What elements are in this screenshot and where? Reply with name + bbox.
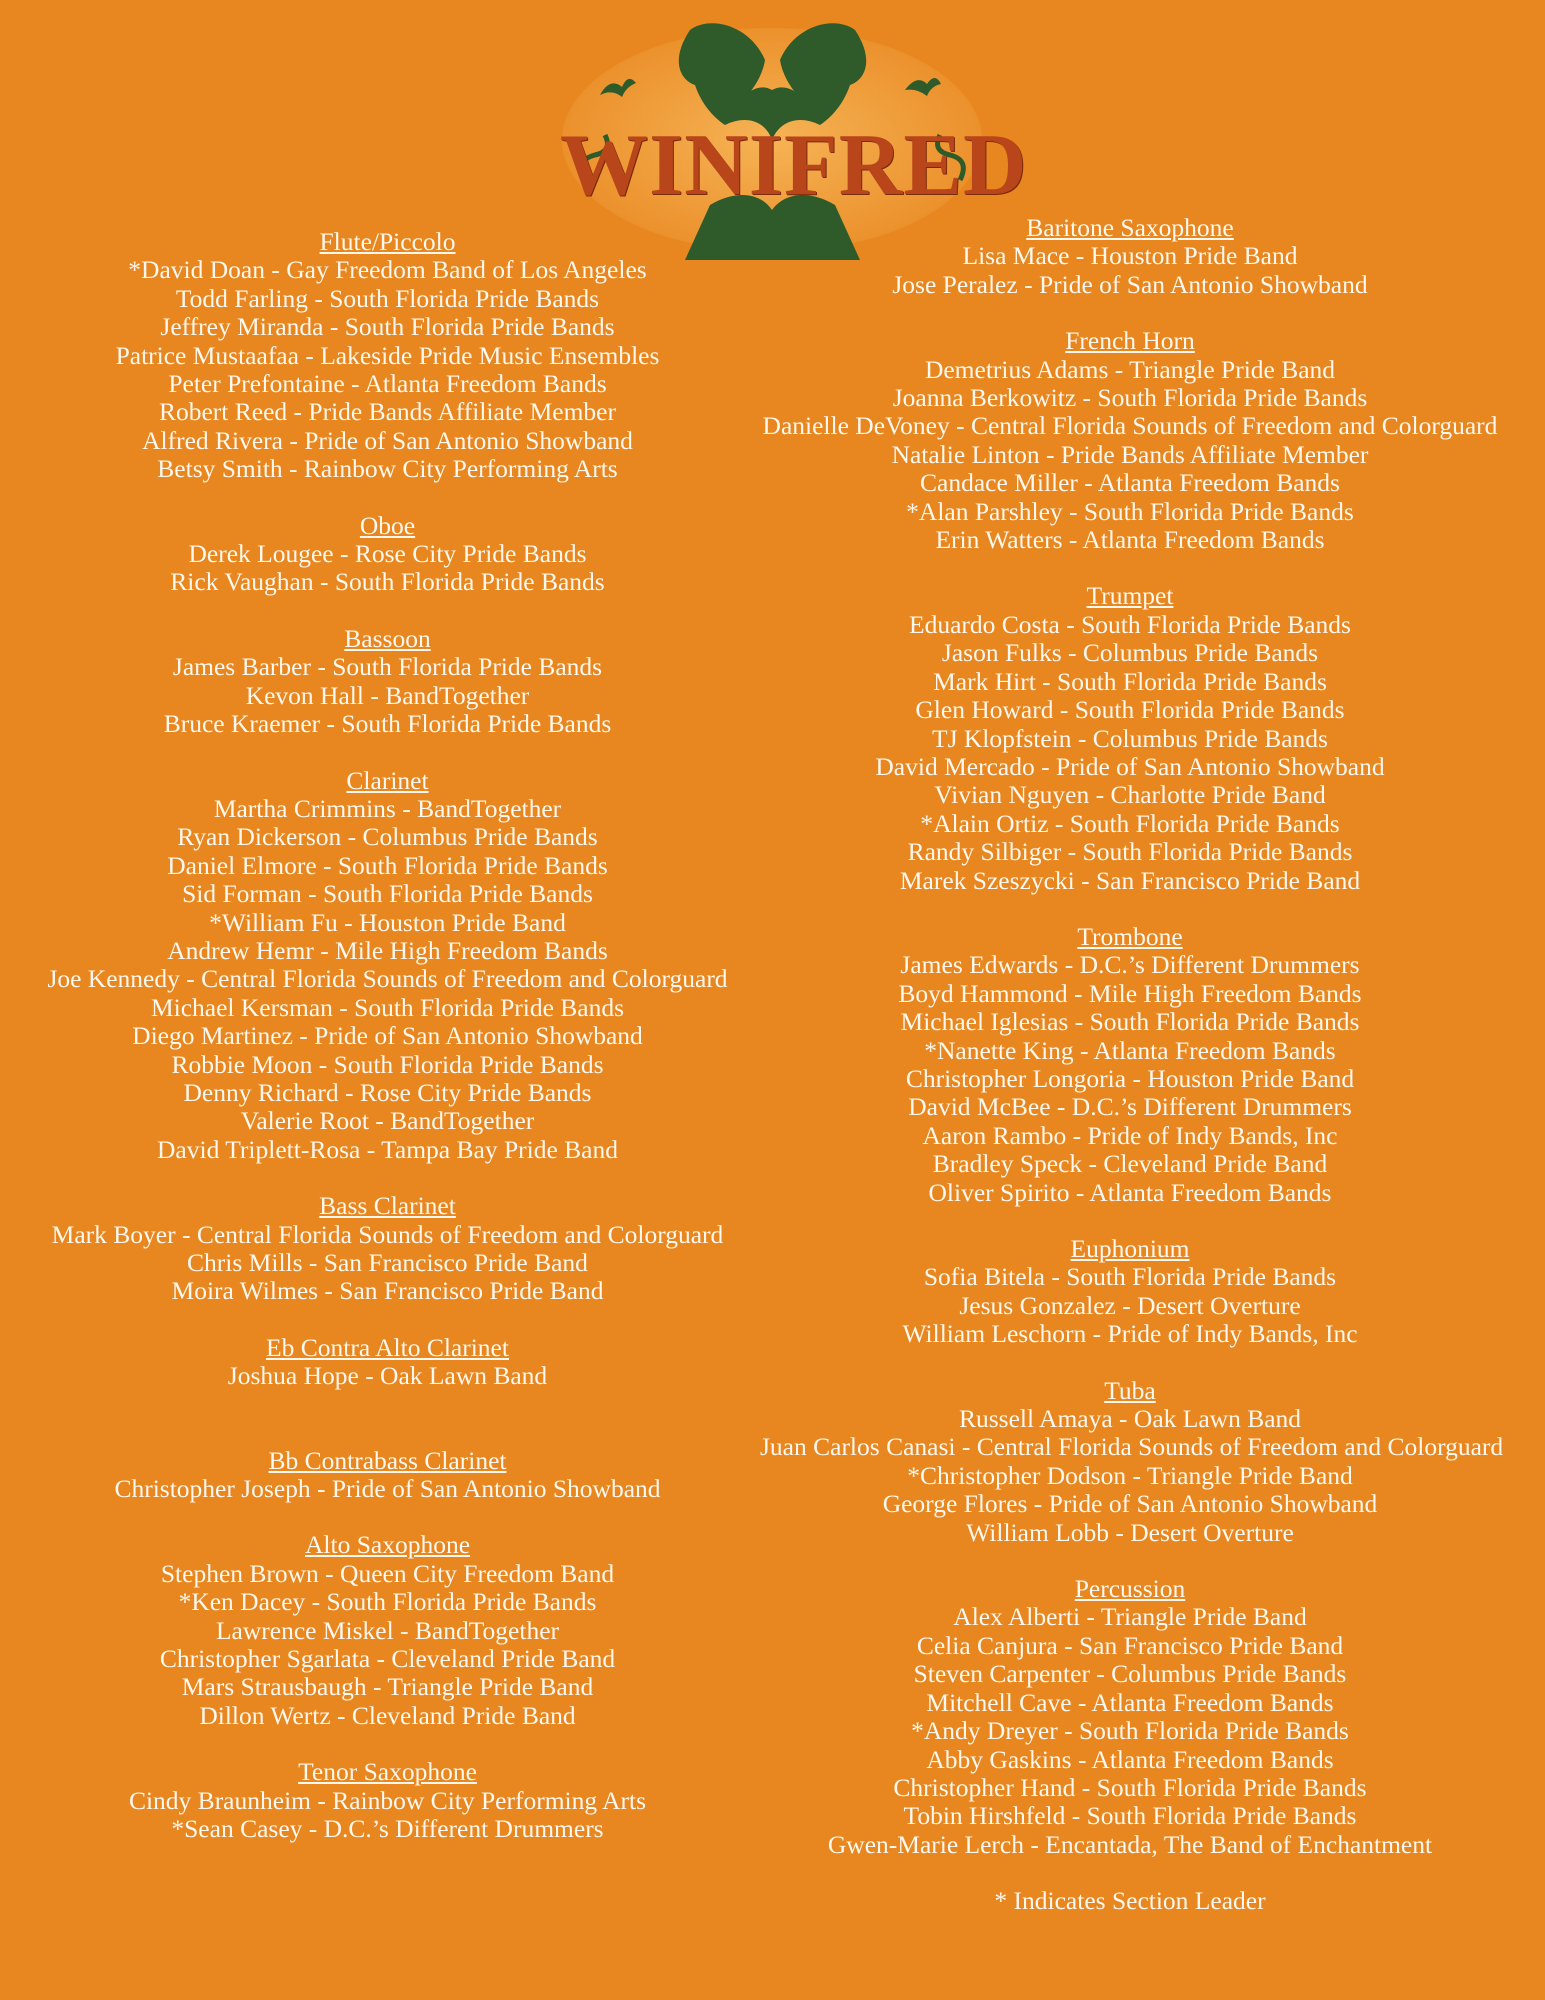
member-line: Chris Mills - San Francisco Pride Band xyxy=(187,1248,588,1277)
member-line: Rick Vaughan - South Florida Pride Bands xyxy=(170,567,605,597)
member-line: Betsy Smith - Rainbow City Performing Arts xyxy=(157,454,618,484)
member-line: Moira Wilmes - San Francisco Pride Band xyxy=(171,1276,604,1306)
member-line: Steven Carpenter - Columbus Pride Bands xyxy=(913,1659,1347,1689)
member-line: Demetrius Adams - Triangle Pride Band xyxy=(924,354,1336,384)
section-alto-saxophone xyxy=(30,1531,745,1730)
member-line: Gwen-Marie Lerch - Encantada, The Band of Enchantment xyxy=(827,1829,1433,1859)
section-euphonium xyxy=(760,1235,1500,1349)
section-trumpet xyxy=(760,582,1500,894)
member-line: Christopher Longoria - Houston Pride Band xyxy=(905,1063,1355,1093)
member-line: Alfred Rivera - Pride of San Antonio Showband xyxy=(142,425,633,455)
member-line: Celia Canjura - San Francisco Pride Band xyxy=(916,1630,1344,1660)
left-roster-column xyxy=(30,228,745,1844)
section-flute-piccolo xyxy=(30,228,745,484)
member-line: Natalie Linton - Pride Bands Affiliate Member xyxy=(891,439,1369,469)
member-line: Christopher Sgarlata - Cleveland Pride Band xyxy=(159,1644,616,1674)
member-line: David Mercado - Pride of San Antonio Showband xyxy=(875,751,1385,781)
member-line: *David Doan - Gay Freedom Band of Los Angeles xyxy=(128,255,647,285)
member-line: Randy Silbiger - South Florida Pride Bands xyxy=(907,837,1353,867)
member-line: Juan Carlos Canasi - Central Florida Sounds of Freedom and Colorguard xyxy=(760,1432,1504,1462)
member-line: *Alan Parshley - South Florida Pride Bands xyxy=(906,496,1354,526)
member-line: Lawrence Miskel - BandTogether xyxy=(215,1615,560,1645)
member-line: Eduardo Costa - South Florida Pride Bands xyxy=(909,609,1351,639)
member-line: David Triplett-Rosa - Tampa Bay Pride Band xyxy=(157,1134,618,1164)
member-line: Tobin Hirshfeld - South Florida Pride Bands xyxy=(903,1801,1357,1831)
member-line: Michael Iglesias - South Florida Pride Bands xyxy=(900,1007,1360,1037)
member-line: Stephen Brown - Queen City Freedom Band xyxy=(160,1558,615,1588)
section-heading: French Horn xyxy=(1065,326,1195,356)
member-line: Oliver Spirito - Atlanta Freedom Bands xyxy=(928,1177,1332,1207)
section-leader-footnote: * Indicates Section Leader xyxy=(994,1886,1266,1916)
member-line: Dillon Wertz - Cleveland Pride Band xyxy=(199,1700,576,1730)
member-line: Russell Amaya - Oak Lawn Band xyxy=(958,1404,1302,1434)
member-line: Joshua Hope - Oak Lawn Band xyxy=(227,1361,548,1391)
member-line: Candace Miller - Atlanta Freedom Bands xyxy=(920,468,1340,498)
member-line: *Sean Casey - D.C.’s Different Drummers xyxy=(171,1814,604,1844)
member-line: Sid Forman - South Florida Pride Bands xyxy=(182,879,593,909)
member-line: Patrice Mustaafaa - Lakeside Pride Music Ensembles xyxy=(115,340,660,370)
section-bass-clarinet xyxy=(30,1192,745,1306)
member-line: Jeffrey Miranda - South Florida Pride Bands xyxy=(160,312,615,342)
member-line: *Nanette King - Atlanta Freedom Bands xyxy=(924,1035,1336,1065)
member-line: Todd Farling - South Florida Pride Bands xyxy=(175,283,600,313)
member-line: Michael Kersman - South Florida Pride Bands xyxy=(150,992,625,1022)
member-line: Danielle DeVoney - Central Florida Sounds of Freedom and Colorguard xyxy=(762,411,1498,441)
member-line: David McBee - D.C.’s Different Drummers xyxy=(908,1092,1352,1122)
member-line: Sofia Bitela - South Florida Pride Bands xyxy=(923,1262,1337,1292)
member-line: Joe Kennedy - Central Florida Sounds of Freedom and Colorguard xyxy=(47,964,728,994)
member-line: Vivian Nguyen - Charlotte Pride Band xyxy=(934,780,1326,810)
member-line: Christopher Hand - South Florida Pride Bands xyxy=(893,1772,1367,1802)
member-line: Mark Boyer - Central Florida Sounds of Freedom and Colorguard xyxy=(51,1219,724,1249)
section-bassoon xyxy=(30,625,745,739)
section-heading: Tenor Saxophone xyxy=(298,1757,477,1787)
member-line: Jose Peralez - Pride of San Antonio Showband xyxy=(892,269,1368,299)
section-heading: Trumpet xyxy=(1086,581,1174,611)
section-heading: Clarinet xyxy=(346,765,429,795)
member-line: Valerie Root - BandTogether xyxy=(240,1106,535,1136)
member-line: *Andy Dreyer - South Florida Pride Bands xyxy=(911,1716,1349,1746)
section-oboe xyxy=(30,512,745,597)
section-heading: Bass Clarinet xyxy=(319,1191,456,1221)
member-line: Denny Richard - Rose City Pride Bands xyxy=(183,1077,592,1107)
section-heading: Trombone xyxy=(1077,921,1183,951)
member-line: Andrew Hemr - Mile High Freedom Bands xyxy=(167,935,608,965)
member-line: Alex Alberti - Triangle Pride Band xyxy=(953,1602,1307,1632)
member-line: Bradley Speck - Cleveland Pride Band xyxy=(932,1149,1328,1179)
member-line: Boyd Hammond - Mile High Freedom Bands xyxy=(898,978,1362,1008)
member-line: *William Fu - Houston Pride Band xyxy=(209,907,566,937)
member-line: James Barber - South Florida Pride Bands xyxy=(172,652,603,682)
section-percussion xyxy=(760,1575,1500,1859)
section-eb-contra-alto-clarinet xyxy=(30,1334,745,1391)
member-line: Kevon Hall - BandTogether xyxy=(245,680,530,710)
member-line: Aaron Rambo - Pride of Indy Bands, Inc xyxy=(922,1120,1338,1150)
section-baritone-saxophone xyxy=(760,214,1500,299)
logo-wordmark: WINIFRED xyxy=(560,117,1028,214)
member-line: Marek Szeszycki - San Francisco Pride Band xyxy=(899,865,1361,895)
member-line: Cindy Braunheim - Rainbow City Performing Arts xyxy=(128,1785,647,1815)
section-heading: Baritone Saxophone xyxy=(1026,213,1234,242)
section-heading: Eb Contra Alto Clarinet xyxy=(266,1332,509,1362)
member-line: Derek Lougee - Rose City Pride Bands xyxy=(188,539,587,569)
member-line: *Ken Dacey - South Florida Pride Bands xyxy=(178,1587,597,1617)
section-trombone xyxy=(760,923,1500,1207)
member-line: William Leschorn - Pride of Indy Bands, Inc xyxy=(902,1319,1358,1349)
section-heading: Tuba xyxy=(1104,1375,1156,1405)
member-line: Jason Fulks - Columbus Pride Bands xyxy=(941,638,1319,668)
right-roster-column xyxy=(760,213,1504,1916)
member-line: Lisa Mace - Houston Pride Band xyxy=(962,241,1298,271)
member-line: James Edwards - D.C.’s Different Drummers xyxy=(900,950,1360,980)
member-line: Mars Strausbaugh - Triangle Pride Band xyxy=(181,1672,594,1702)
section-heading: Bassoon xyxy=(344,623,431,653)
section-clarinet xyxy=(30,767,745,1165)
member-line: Peter Prefontaine - Atlanta Freedom Bands xyxy=(168,369,607,399)
section-heading: Bb Contrabass Clarinet xyxy=(268,1445,507,1475)
member-line: Erin Watters - Atlanta Freedom Bands xyxy=(935,525,1325,555)
section-heading: Percussion xyxy=(1074,1574,1186,1604)
section-heading: Alto Saxophone xyxy=(304,1530,471,1560)
member-line: Ryan Dickerson - Columbus Pride Bands xyxy=(177,822,598,852)
member-line: TJ Klopfstein - Columbus Pride Bands xyxy=(932,723,1328,753)
member-line: George Flores - Pride of San Antonio Showband xyxy=(882,1489,1378,1519)
member-line: Robert Reed - Pride Bands Affiliate Member xyxy=(158,397,616,427)
section-heading: Oboe xyxy=(359,510,416,540)
member-line: *Alain Ortiz - South Florida Pride Bands xyxy=(920,808,1340,838)
member-line: Mitchell Cave - Atlanta Freedom Bands xyxy=(926,1687,1334,1717)
section-tenor-saxophone xyxy=(30,1758,745,1843)
member-line: Joanna Berkowitz - South Florida Pride Bands xyxy=(892,383,1368,413)
section-bb-contrabass-clarinet xyxy=(30,1447,745,1504)
member-line: Martha Crimmins - BandTogether xyxy=(213,793,562,823)
member-line: Christopher Joseph - Pride of San Antonio Showband xyxy=(114,1474,661,1504)
member-line: Abby Gaskins - Atlanta Freedom Bands xyxy=(926,1744,1334,1774)
member-line: Daniel Elmore - South Florida Pride Bands xyxy=(167,850,608,880)
member-line: William Lobb - Desert Overture xyxy=(966,1517,1294,1547)
member-line: Robbie Moon - South Florida Pride Bands xyxy=(171,1049,604,1079)
member-line: Bruce Kraemer - South Florida Pride Bands xyxy=(163,709,612,739)
section-french-horn xyxy=(760,327,1500,554)
section-heading: Flute/Piccolo xyxy=(319,227,456,256)
section-heading: Euphonium xyxy=(1070,1234,1190,1263)
section-tuba xyxy=(760,1375,1504,1547)
member-line: Diego Martinez - Pride of San Antonio Showband xyxy=(132,1021,643,1051)
member-line: *Christopher Dodson - Triangle Pride Band xyxy=(907,1460,1353,1490)
member-line: Glen Howard - South Florida Pride Bands xyxy=(915,695,1345,725)
member-line: Jesus Gonzalez - Desert Overture xyxy=(959,1290,1301,1320)
member-line: Mark Hirt - South Florida Pride Bands xyxy=(933,666,1327,696)
